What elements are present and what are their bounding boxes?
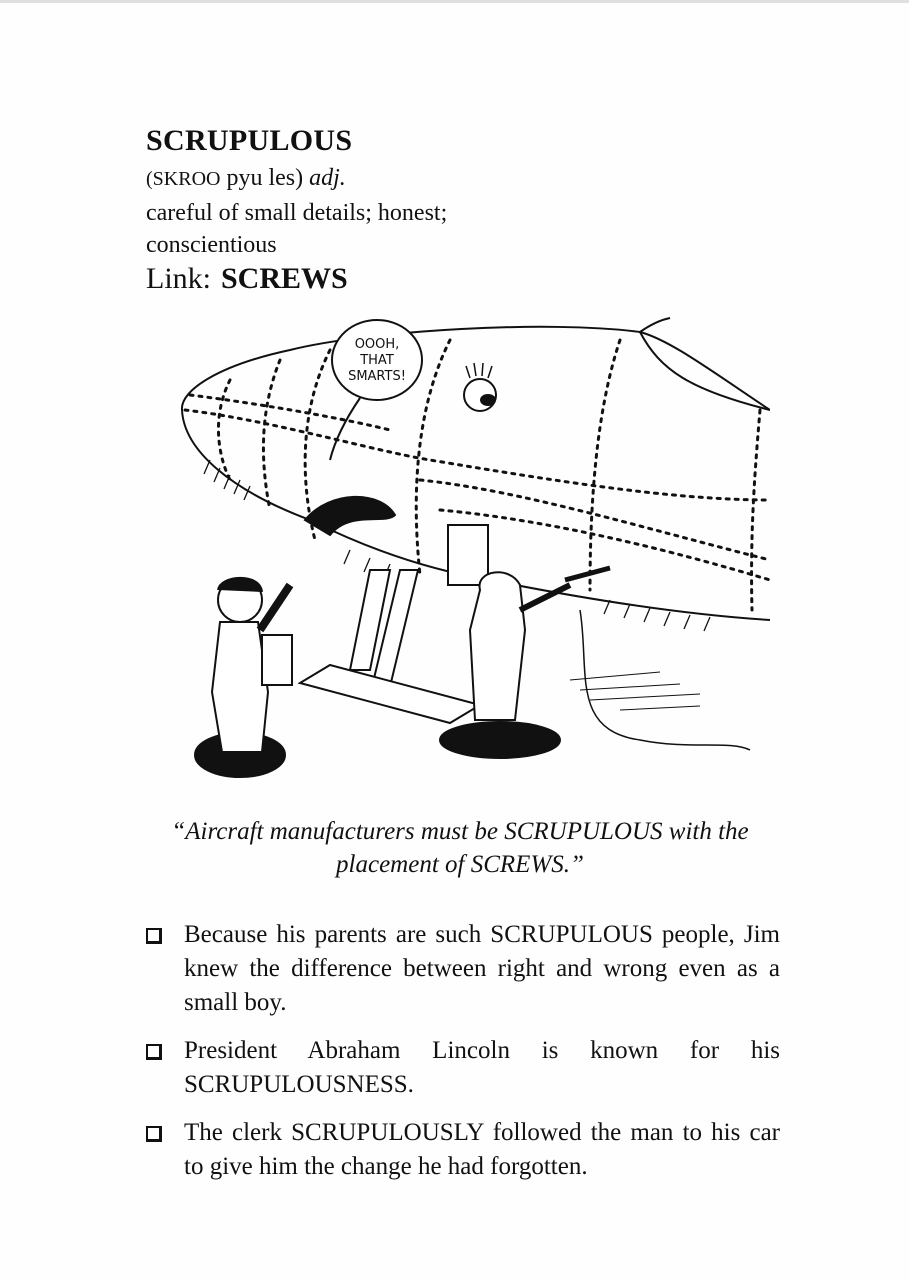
definition [146, 197, 566, 261]
example-caption: “Aircraft manufacturers must be SCRUPULOUS with the placement of SCREWS.” [171, 818, 749, 878]
aircraft-cartoon-illustration [170, 310, 770, 800]
part-of-speech: adj. [309, 165, 346, 191]
pronunciation [146, 165, 346, 192]
top-edge-bar [0, 0, 909, 3]
checkbox-square-icon [146, 928, 162, 944]
svg-text:SMARTS!: SMARTS! [348, 369, 406, 384]
definition-line: conscientious [146, 232, 277, 258]
example-sentence-text: The clerk SCRUPULOUSLY followed the man to his car to give him the change he had forgotten. [184, 1119, 780, 1180]
example-sentence-text: Because his parents are such SCRUPULOUS people, Jim knew the difference between right and wrong even as a small boy. [184, 921, 780, 1016]
example-sentence [140, 1116, 780, 1184]
pronunciation-rest: pyu les) [220, 165, 310, 191]
speech-bubble-text: OOOH, [354, 337, 400, 352]
svg-text:THAT: THAT [360, 353, 394, 368]
headword: SCRUPULOUS [146, 124, 353, 157]
checkbox-square-icon [146, 1044, 162, 1060]
link-line [146, 262, 348, 296]
example-sentence [140, 1034, 780, 1102]
example-sentence [140, 918, 780, 1020]
example-sentence-text: President Abraham Lincoln is known for his SCRUPULOUSNESS. [184, 1037, 780, 1098]
example-sentences-list [140, 918, 780, 1198]
pronunciation-caps: (SKROO [146, 168, 221, 190]
definition-line: careful of small details; honest; [146, 200, 448, 226]
link-label: Link: [146, 262, 211, 295]
checkbox-square-icon [146, 1126, 162, 1142]
link-word: SCREWS [221, 262, 348, 295]
